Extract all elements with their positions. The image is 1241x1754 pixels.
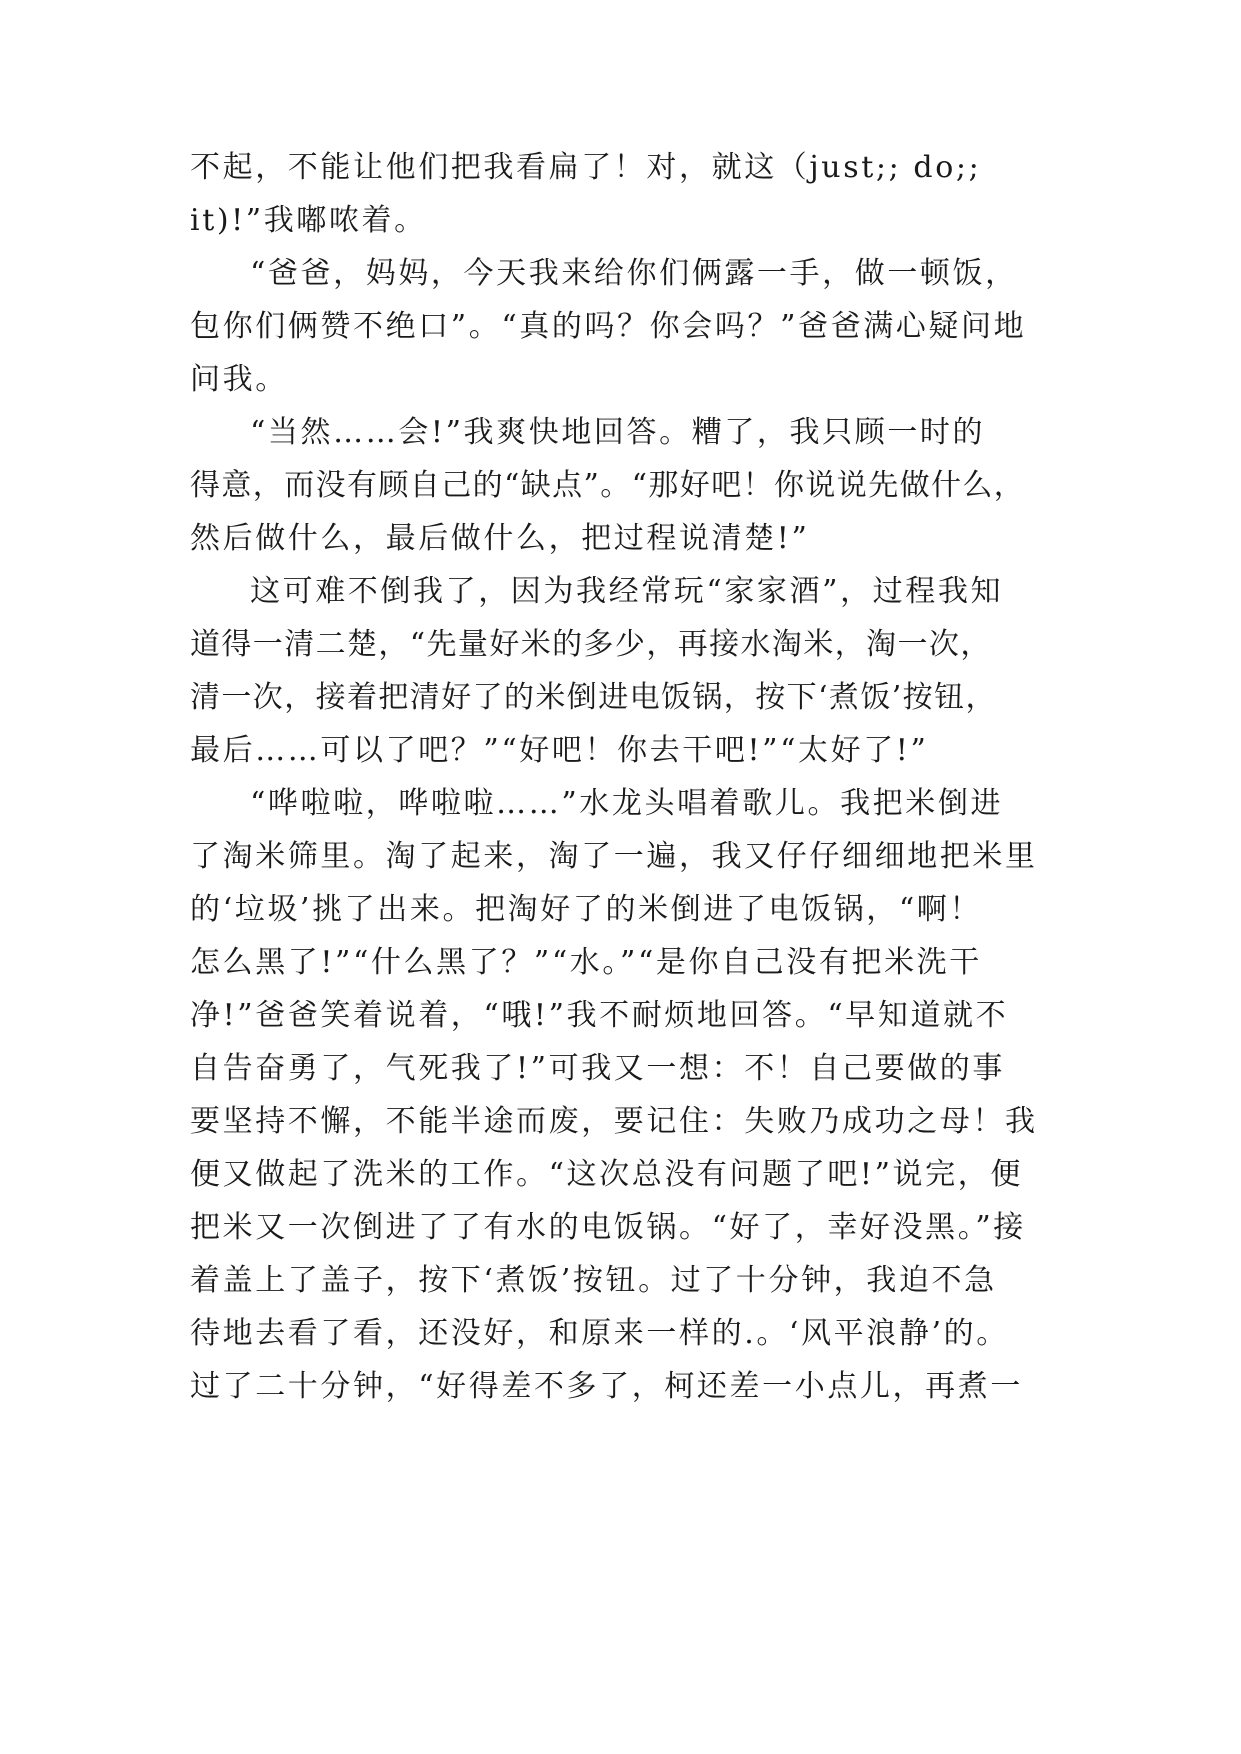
text-line: 便又做起了洗米的工作。“这次总没有问题了吧!”说完，便 [190,1157,1023,1192]
text-line: 净!”爸爸笑着说着，“哦!”我不耐烦地回答。“早知道就不 [190,998,1009,1033]
text-line: 这可难不倒我了，因为我经常玩“家家酒”，过程我知 [250,574,1004,609]
text-line: 了淘米筛里。淘了起来，淘了一遍，我又仔仔细细地把米里 [190,839,1038,874]
text-line: 然后做什么，最后做什么，把过程说清楚!” [190,521,810,556]
text-line: 待地去看了看，还没好，和原来一样的.。‘风平浪静’的。 [190,1316,1009,1351]
text-line: 过了二十分钟，“好得差不多了，柯还差一小点儿，再煮一 [190,1369,1023,1404]
text-line: “哗啦啦，哗啦啦……”水龙头唱着歌儿。我把米倒进 [250,786,1004,821]
text-line: 的‘垃圾’挑了出来。把淘好了的米倒进了电饭锅，“啊！ [190,892,983,927]
text-line: 问我。 [190,362,288,397]
text-line: “爸爸，妈妈，今天我来给你们俩露一手，做一顿饭， [250,256,1018,291]
text-line: 清一次，接着把清好了的米倒进电饭锅，按下‘煮饭’按钮， [190,680,997,715]
text-line: “当然……会!”我爽快地回答。糟了，我只顾一时的 [250,415,986,450]
text-line: 包你们俩赞不绝口”。“真的吗？你会吗？”爸爸满心疑问地 [190,309,1027,344]
text-line: 最后……可以了吧？”“好吧！你去干吧!”“太好了!” [190,733,929,768]
text-line: 把米又一次倒进了了有水的电饭锅。“好了，幸好没黑。”接 [190,1210,1026,1245]
text-line: 自告奋勇了，气死我了!”可我又一想：不！自己要做的事 [190,1051,1005,1086]
text-line: 怎么黑了!”“什么黑了？”“水。”“是你自己没有把米洗干 [190,945,982,980]
text-line: 得意，而没有顾自己的“缺点”。“那好吧！你说说先做什么， [190,468,1026,503]
text-line: 道得一清二楚，“先量好米的多少，再接水淘米，淘一次， [190,627,992,662]
text-line: it)!”我嘟哝着。 [190,203,427,238]
text-line: 要坚持不懈，不能半途而废，要记住：失败乃成功之母！我 [190,1104,1038,1139]
text-line: 着盖上了盖子，按下‘煮饭’按钮。过了十分钟，我迫不急 [190,1263,997,1298]
text-line: 不起，不能让他们把我看扁了！对，就这（just;; do;; [190,150,982,185]
